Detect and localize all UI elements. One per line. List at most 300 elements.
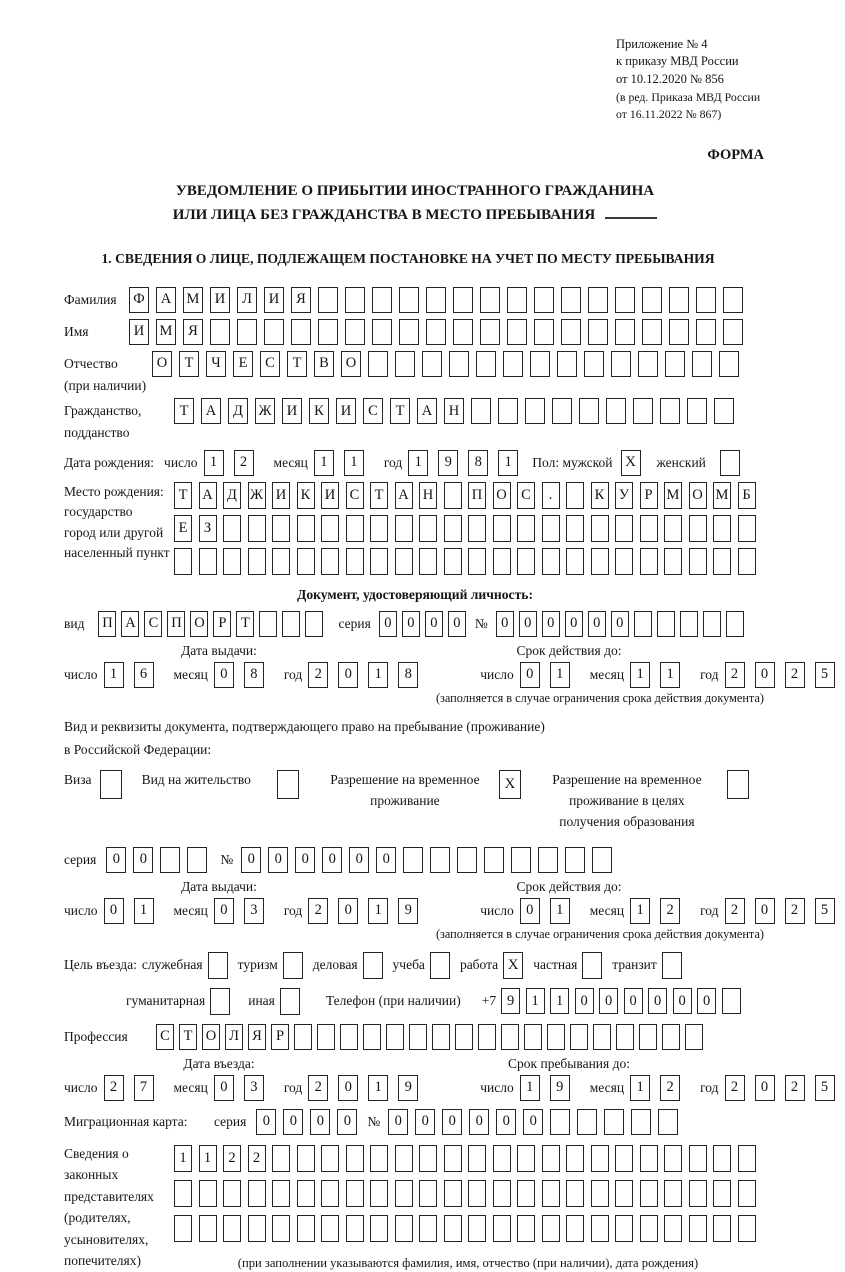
char-cell[interactable]: [565, 847, 585, 873]
char-cell[interactable]: [399, 287, 419, 313]
char-cell[interactable]: А: [417, 398, 437, 424]
char-cell[interactable]: [542, 548, 560, 575]
char-cell[interactable]: .: [542, 482, 560, 509]
char-cell[interactable]: Д: [223, 482, 241, 509]
char-cell[interactable]: Н: [444, 398, 464, 424]
char-cell[interactable]: 0: [496, 611, 514, 637]
purpose-business-checkbox[interactable]: [363, 952, 383, 979]
char-cell[interactable]: [534, 319, 554, 345]
char-cell[interactable]: 1: [550, 988, 569, 1014]
char-cell[interactable]: [386, 1024, 404, 1050]
char-cell[interactable]: И: [321, 482, 339, 509]
char-cell[interactable]: [713, 1145, 731, 1172]
char-cell[interactable]: Т: [370, 482, 388, 509]
char-cell[interactable]: [631, 1109, 651, 1135]
char-cell[interactable]: [640, 1145, 658, 1172]
char-cell[interactable]: [346, 1145, 364, 1172]
char-cell[interactable]: 1: [368, 1075, 388, 1101]
char-cell[interactable]: [566, 482, 584, 509]
char-cell[interactable]: Е: [174, 515, 192, 542]
char-cell[interactable]: [696, 319, 716, 345]
char-cell[interactable]: [669, 319, 689, 345]
char-cell[interactable]: И: [282, 398, 302, 424]
char-cell[interactable]: [561, 319, 581, 345]
char-cell[interactable]: [174, 1215, 192, 1242]
char-cell[interactable]: 9: [438, 450, 458, 476]
char-cell[interactable]: [248, 1215, 266, 1242]
char-cell[interactable]: [223, 1180, 241, 1207]
char-cell[interactable]: 5: [815, 1075, 835, 1101]
char-cell[interactable]: 2: [725, 898, 745, 924]
char-cell[interactable]: [272, 1145, 290, 1172]
char-cell[interactable]: [346, 515, 364, 542]
char-cell[interactable]: 0: [214, 662, 234, 688]
char-cell[interactable]: [669, 287, 689, 313]
char-cell[interactable]: [318, 287, 338, 313]
char-cell[interactable]: И: [129, 319, 149, 345]
char-cell[interactable]: [419, 1145, 437, 1172]
char-cell[interactable]: [174, 1180, 192, 1207]
char-cell[interactable]: [615, 319, 635, 345]
char-cell[interactable]: И: [264, 287, 284, 313]
char-cell[interactable]: [738, 1145, 756, 1172]
char-cell[interactable]: [484, 847, 504, 873]
char-cell[interactable]: [282, 611, 300, 637]
char-cell[interactable]: [588, 287, 608, 313]
char-cell[interactable]: 0: [106, 847, 126, 873]
char-cell[interactable]: 0: [241, 847, 261, 873]
char-cell[interactable]: [493, 515, 511, 542]
char-cell[interactable]: [370, 515, 388, 542]
char-cell[interactable]: С: [144, 611, 162, 637]
char-cell[interactable]: [592, 847, 612, 873]
char-cell[interactable]: [317, 1024, 335, 1050]
char-cell[interactable]: 0: [599, 988, 618, 1014]
char-cell[interactable]: [426, 287, 446, 313]
char-cell[interactable]: [723, 287, 743, 313]
char-cell[interactable]: [689, 1145, 707, 1172]
char-cell[interactable]: [372, 287, 392, 313]
char-cell[interactable]: [345, 319, 365, 345]
char-cell[interactable]: [419, 515, 437, 542]
char-cell[interactable]: [409, 1024, 427, 1050]
char-cell[interactable]: [395, 1145, 413, 1172]
char-cell[interactable]: [713, 1180, 731, 1207]
char-cell[interactable]: [297, 1145, 315, 1172]
char-cell[interactable]: [318, 319, 338, 345]
purpose-transit-checkbox[interactable]: [662, 952, 682, 979]
char-cell[interactable]: [703, 611, 721, 637]
char-cell[interactable]: К: [297, 482, 315, 509]
char-cell[interactable]: Р: [271, 1024, 289, 1050]
char-cell[interactable]: [664, 515, 682, 542]
char-cell[interactable]: [584, 351, 604, 377]
char-cell[interactable]: [570, 1024, 588, 1050]
char-cell[interactable]: 0: [673, 988, 692, 1014]
char-cell[interactable]: 8: [244, 662, 264, 688]
char-cell[interactable]: [566, 548, 584, 575]
char-cell[interactable]: [468, 1180, 486, 1207]
char-cell[interactable]: [640, 548, 658, 575]
char-cell[interactable]: С: [346, 482, 364, 509]
char-cell[interactable]: 2: [785, 898, 805, 924]
char-cell[interactable]: [664, 1180, 682, 1207]
char-cell[interactable]: О: [689, 482, 707, 509]
char-cell[interactable]: 1: [630, 662, 650, 688]
char-cell[interactable]: 3: [244, 1075, 264, 1101]
char-cell[interactable]: [696, 287, 716, 313]
char-cell[interactable]: [199, 548, 217, 575]
char-cell[interactable]: [615, 287, 635, 313]
char-cell[interactable]: К: [591, 482, 609, 509]
char-cell[interactable]: [604, 1109, 624, 1135]
char-cell[interactable]: [719, 351, 739, 377]
char-cell[interactable]: [346, 548, 364, 575]
char-cell[interactable]: [272, 548, 290, 575]
char-cell[interactable]: [422, 351, 442, 377]
char-cell[interactable]: [480, 287, 500, 313]
char-cell[interactable]: 1: [134, 898, 154, 924]
char-cell[interactable]: И: [272, 482, 290, 509]
char-cell[interactable]: [272, 1180, 290, 1207]
char-cell[interactable]: 0: [520, 898, 540, 924]
char-cell[interactable]: [210, 319, 230, 345]
char-cell[interactable]: [493, 1215, 511, 1242]
char-cell[interactable]: Р: [640, 482, 658, 509]
char-cell[interactable]: 0: [469, 1109, 489, 1135]
char-cell[interactable]: [248, 1180, 266, 1207]
char-cell[interactable]: [517, 1180, 535, 1207]
char-cell[interactable]: [726, 611, 744, 637]
char-cell[interactable]: 1: [199, 1145, 217, 1172]
char-cell[interactable]: 5: [815, 898, 835, 924]
char-cell[interactable]: [432, 1024, 450, 1050]
char-cell[interactable]: [634, 611, 652, 637]
char-cell[interactable]: [468, 548, 486, 575]
char-cell[interactable]: Т: [390, 398, 410, 424]
char-cell[interactable]: [259, 611, 277, 637]
char-cell[interactable]: [478, 1024, 496, 1050]
char-cell[interactable]: 1: [630, 898, 650, 924]
char-cell[interactable]: [566, 1215, 584, 1242]
char-cell[interactable]: 0: [283, 1109, 303, 1135]
char-cell[interactable]: А: [395, 482, 413, 509]
char-cell[interactable]: 1: [104, 662, 124, 688]
char-cell[interactable]: 0: [256, 1109, 276, 1135]
char-cell[interactable]: [444, 482, 462, 509]
char-cell[interactable]: 0: [648, 988, 667, 1014]
char-cell[interactable]: У: [615, 482, 633, 509]
char-cell[interactable]: Т: [174, 398, 194, 424]
char-cell[interactable]: [557, 351, 577, 377]
char-cell[interactable]: [525, 398, 545, 424]
char-cell[interactable]: 1: [344, 450, 364, 476]
char-cell[interactable]: 2: [660, 898, 680, 924]
char-cell[interactable]: 0: [388, 1109, 408, 1135]
char-cell[interactable]: [199, 1180, 217, 1207]
char-cell[interactable]: [248, 548, 266, 575]
char-cell[interactable]: 0: [425, 611, 443, 637]
char-cell[interactable]: С: [363, 398, 383, 424]
char-cell[interactable]: [430, 847, 450, 873]
char-cell[interactable]: [689, 515, 707, 542]
char-cell[interactable]: Т: [174, 482, 192, 509]
char-cell[interactable]: [444, 515, 462, 542]
char-cell[interactable]: [503, 351, 523, 377]
char-cell[interactable]: Л: [225, 1024, 243, 1050]
char-cell[interactable]: 1: [520, 1075, 540, 1101]
char-cell[interactable]: 0: [337, 1109, 357, 1135]
char-cell[interactable]: А: [121, 611, 139, 637]
char-cell[interactable]: [395, 548, 413, 575]
char-cell[interactable]: Т: [236, 611, 254, 637]
visa-checkbox[interactable]: [100, 770, 122, 799]
char-cell[interactable]: [542, 515, 560, 542]
char-cell[interactable]: 0: [338, 1075, 358, 1101]
purpose-official-checkbox[interactable]: [208, 952, 228, 979]
char-cell[interactable]: Р: [213, 611, 231, 637]
char-cell[interactable]: [642, 287, 662, 313]
char-cell[interactable]: [658, 1109, 678, 1135]
char-cell[interactable]: 2: [725, 1075, 745, 1101]
char-cell[interactable]: [665, 351, 685, 377]
char-cell[interactable]: О: [190, 611, 208, 637]
char-cell[interactable]: [606, 398, 626, 424]
char-cell[interactable]: 2: [308, 662, 328, 688]
char-cell[interactable]: [664, 1145, 682, 1172]
char-cell[interactable]: 0: [575, 988, 594, 1014]
char-cell[interactable]: [403, 847, 423, 873]
char-cell[interactable]: [395, 351, 415, 377]
char-cell[interactable]: [714, 398, 734, 424]
char-cell[interactable]: 2: [785, 1075, 805, 1101]
char-cell[interactable]: [444, 1215, 462, 1242]
char-cell[interactable]: О: [202, 1024, 220, 1050]
char-cell[interactable]: [444, 1180, 462, 1207]
char-cell[interactable]: С: [517, 482, 535, 509]
char-cell[interactable]: [552, 398, 572, 424]
char-cell[interactable]: 0: [755, 662, 775, 688]
char-cell[interactable]: 0: [338, 898, 358, 924]
char-cell[interactable]: [471, 398, 491, 424]
char-cell[interactable]: [395, 515, 413, 542]
char-cell[interactable]: [561, 287, 581, 313]
purpose-study-checkbox[interactable]: [430, 952, 450, 979]
char-cell[interactable]: [577, 1109, 597, 1135]
char-cell[interactable]: 9: [501, 988, 520, 1014]
residence-permit-checkbox[interactable]: [277, 770, 299, 799]
char-cell[interactable]: Д: [228, 398, 248, 424]
char-cell[interactable]: 0: [214, 898, 234, 924]
char-cell[interactable]: П: [468, 482, 486, 509]
sex-male-checkbox[interactable]: X: [621, 450, 641, 476]
char-cell[interactable]: [419, 1180, 437, 1207]
char-cell[interactable]: [517, 1145, 535, 1172]
char-cell[interactable]: [449, 351, 469, 377]
char-cell[interactable]: 2: [308, 898, 328, 924]
char-cell[interactable]: [664, 548, 682, 575]
char-cell[interactable]: 1: [368, 662, 388, 688]
char-cell[interactable]: 1: [550, 662, 570, 688]
char-cell[interactable]: П: [98, 611, 116, 637]
char-cell[interactable]: [685, 1024, 703, 1050]
char-cell[interactable]: Б: [738, 482, 756, 509]
char-cell[interactable]: [633, 398, 653, 424]
char-cell[interactable]: [640, 1215, 658, 1242]
char-cell[interactable]: [615, 548, 633, 575]
char-cell[interactable]: 2: [248, 1145, 266, 1172]
char-cell[interactable]: 0: [611, 611, 629, 637]
char-cell[interactable]: 0: [338, 662, 358, 688]
char-cell[interactable]: [566, 1180, 584, 1207]
char-cell[interactable]: Ж: [255, 398, 275, 424]
char-cell[interactable]: [689, 548, 707, 575]
char-cell[interactable]: 3: [244, 898, 264, 924]
char-cell[interactable]: [517, 1215, 535, 1242]
char-cell[interactable]: [291, 319, 311, 345]
char-cell[interactable]: [722, 988, 741, 1014]
char-cell[interactable]: [657, 611, 675, 637]
char-cell[interactable]: М: [664, 482, 682, 509]
purpose-tourism-checkbox[interactable]: [283, 952, 303, 979]
sex-female-checkbox[interactable]: [720, 450, 740, 476]
char-cell[interactable]: 5: [815, 662, 835, 688]
char-cell[interactable]: 1: [550, 898, 570, 924]
char-cell[interactable]: [305, 611, 323, 637]
char-cell[interactable]: Е: [233, 351, 253, 377]
char-cell[interactable]: 7: [134, 1075, 154, 1101]
char-cell[interactable]: М: [713, 482, 731, 509]
char-cell[interactable]: И: [336, 398, 356, 424]
char-cell[interactable]: [444, 1145, 462, 1172]
char-cell[interactable]: [370, 1180, 388, 1207]
temp-residence-edu-checkbox[interactable]: [727, 770, 749, 799]
char-cell[interactable]: З: [199, 515, 217, 542]
char-cell[interactable]: Т: [179, 1024, 197, 1050]
char-cell[interactable]: [160, 847, 180, 873]
char-cell[interactable]: [468, 515, 486, 542]
char-cell[interactable]: [453, 319, 473, 345]
char-cell[interactable]: А: [199, 482, 217, 509]
char-cell[interactable]: 2: [223, 1145, 241, 1172]
char-cell[interactable]: 2: [725, 662, 745, 688]
char-cell[interactable]: [444, 548, 462, 575]
char-cell[interactable]: 0: [755, 1075, 775, 1101]
char-cell[interactable]: [321, 515, 339, 542]
char-cell[interactable]: [591, 1180, 609, 1207]
char-cell[interactable]: 0: [755, 898, 775, 924]
char-cell[interactable]: 0: [310, 1109, 330, 1135]
char-cell[interactable]: [345, 287, 365, 313]
char-cell[interactable]: [534, 287, 554, 313]
char-cell[interactable]: [174, 548, 192, 575]
char-cell[interactable]: [248, 515, 266, 542]
char-cell[interactable]: 0: [133, 847, 153, 873]
char-cell[interactable]: 0: [415, 1109, 435, 1135]
char-cell[interactable]: 0: [379, 611, 397, 637]
char-cell[interactable]: 1: [498, 450, 518, 476]
char-cell[interactable]: И: [210, 287, 230, 313]
char-cell[interactable]: [419, 1215, 437, 1242]
char-cell[interactable]: 0: [214, 1075, 234, 1101]
char-cell[interactable]: [517, 548, 535, 575]
char-cell[interactable]: [611, 351, 631, 377]
char-cell[interactable]: К: [309, 398, 329, 424]
char-cell[interactable]: [738, 1180, 756, 1207]
char-cell[interactable]: [321, 1215, 339, 1242]
char-cell[interactable]: [476, 351, 496, 377]
char-cell[interactable]: [517, 515, 535, 542]
char-cell[interactable]: 2: [308, 1075, 328, 1101]
char-cell[interactable]: [542, 1215, 560, 1242]
char-cell[interactable]: [187, 847, 207, 873]
char-cell[interactable]: [591, 1215, 609, 1242]
char-cell[interactable]: [297, 515, 315, 542]
char-cell[interactable]: 2: [660, 1075, 680, 1101]
char-cell[interactable]: 0: [624, 988, 643, 1014]
char-cell[interactable]: Т: [287, 351, 307, 377]
char-cell[interactable]: [591, 515, 609, 542]
char-cell[interactable]: [713, 1215, 731, 1242]
char-cell[interactable]: [272, 1215, 290, 1242]
char-cell[interactable]: 2: [104, 1075, 124, 1101]
char-cell[interactable]: 9: [398, 1075, 418, 1101]
char-cell[interactable]: [455, 1024, 473, 1050]
char-cell[interactable]: С: [156, 1024, 174, 1050]
char-cell[interactable]: Т: [179, 351, 199, 377]
temp-residence-checkbox[interactable]: X: [499, 770, 521, 799]
char-cell[interactable]: [395, 1215, 413, 1242]
char-cell[interactable]: [297, 548, 315, 575]
char-cell[interactable]: 2: [234, 450, 254, 476]
char-cell[interactable]: [692, 351, 712, 377]
char-cell[interactable]: 0: [588, 611, 606, 637]
char-cell[interactable]: [566, 515, 584, 542]
char-cell[interactable]: [615, 1215, 633, 1242]
char-cell[interactable]: 2: [785, 662, 805, 688]
char-cell[interactable]: 9: [398, 898, 418, 924]
char-cell[interactable]: О: [152, 351, 172, 377]
char-cell[interactable]: 1: [174, 1145, 192, 1172]
char-cell[interactable]: 1: [630, 1075, 650, 1101]
char-cell[interactable]: [507, 319, 527, 345]
char-cell[interactable]: [480, 319, 500, 345]
char-cell[interactable]: М: [183, 287, 203, 313]
char-cell[interactable]: [321, 1180, 339, 1207]
char-cell[interactable]: Ж: [248, 482, 266, 509]
char-cell[interactable]: [294, 1024, 312, 1050]
char-cell[interactable]: [297, 1180, 315, 1207]
char-cell[interactable]: [264, 319, 284, 345]
char-cell[interactable]: О: [341, 351, 361, 377]
char-cell[interactable]: [457, 847, 477, 873]
char-cell[interactable]: [738, 548, 756, 575]
char-cell[interactable]: [588, 319, 608, 345]
char-cell[interactable]: [501, 1024, 519, 1050]
char-cell[interactable]: 0: [697, 988, 716, 1014]
char-cell[interactable]: [615, 1145, 633, 1172]
char-cell[interactable]: [370, 1215, 388, 1242]
char-cell[interactable]: [660, 398, 680, 424]
char-cell[interactable]: [530, 351, 550, 377]
char-cell[interactable]: 0: [322, 847, 342, 873]
char-cell[interactable]: [713, 548, 731, 575]
char-cell[interactable]: [370, 1145, 388, 1172]
char-cell[interactable]: [223, 515, 241, 542]
char-cell[interactable]: Ч: [206, 351, 226, 377]
char-cell[interactable]: [640, 515, 658, 542]
char-cell[interactable]: 0: [349, 847, 369, 873]
